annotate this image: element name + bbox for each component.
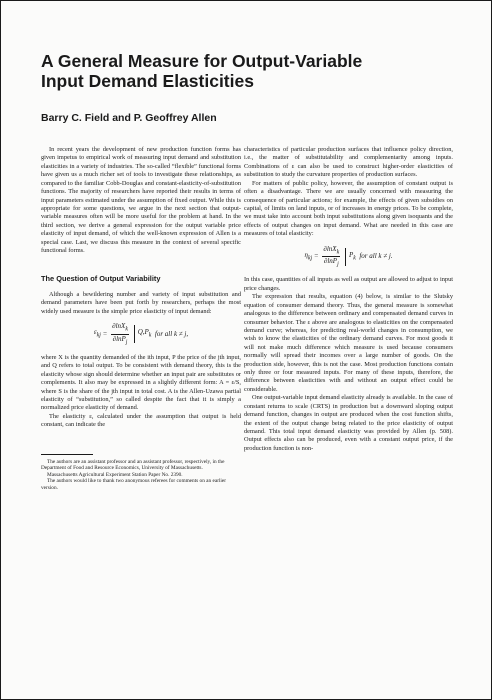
eq-bar bbox=[345, 248, 346, 266]
eq-bar bbox=[134, 325, 135, 343]
paragraph: The expression that results, equation (4) below, is similar to the Slutsky equation of consumer demand theory. Thus, the general measure is somewhat analogous to the difference between ordinary and compensated demand curves in consumer behavior. The ε above are analogous to elasticities on the compensated demand curve; whereas, for predicting real-world changes in consumption, we wish to know the elasticities of the ordinary demand curves. For most goods it will not make much difference which measure is used because consumers normally will spread their incomes over a large number of goods. On the production side, however, this is not the case. Most production functions contain only three or four measured inputs. For many of these inputs, therefore, the difference between elasticities with and without an output effect could be considerable. bbox=[244, 293, 453, 393]
paragraph: For matters of public policy, however, the assumption of constant output is often a disadvantage. There we are usually concerned with measuring the consequence of particular actions; for example, the effects of given subsidies on capital, of limits on land inputs, or of increases in energy prices. To be complete, we must take into account both input substitutions along given isoquants and the effects of output changes on input demand. What are needed in this case are measures of total elasticity: bbox=[244, 179, 453, 238]
paragraph: The elasticity ε, calculated under the assumption that output is held constant, can indicate the bbox=[41, 412, 241, 429]
paper-title bbox=[41, 51, 461, 91]
paragraph: In this case, quantities of all inputs as well as output are allowed to adjust to input price changes. bbox=[244, 276, 453, 292]
footnote: The authors are an assistant professor and an assistant professor, respectively, in the Department of Food and Resource Economics, University of Massachusetts. bbox=[41, 458, 225, 472]
equation-2: $\eta_{kj}$ = $\frac{\partial\ln X_k}{\partial\ln P_j}$ $P_k$ for all k ≠ j. bbox=[304, 244, 393, 268]
paragraph: Although a bewildering number and variety of input substitution and demand parameters have been put forth by researchers, perhaps the most widely used measure is the simple price elasticity of input demand: bbox=[41, 290, 241, 315]
paragraph: One output-variable input demand elasticity already is available. In the case of constant returns to scale (CRTS) in production but a downward sloping output demand function, changes in output are produced when the cost function shifts, the extent of the output change being related to the price elasticity of output demand. This total input demand elasticity was provided by Allen (p. 508). Output effects also can be produced, even with a constant output price, if the production function is non- bbox=[244, 394, 453, 452]
title-line-2: Input Demand Elasticities bbox=[41, 71, 254, 91]
eq-rhs: $Q,P_k$ bbox=[137, 328, 152, 339]
equation-1: $\varepsilon_{kj}$ = $\frac{\partial\ln X_k}{\partial\ln P_j}$ $Q,P_k$ for all k ≠ j, bbox=[93, 322, 189, 345]
paragraph: characteristics of particular production surfaces that influence policy direction, i.e., the matter of substitutability and complementarity among inputs. Combinations of ε can also be used to construct higher-order elasticities of substitution to study the curvature properties of production surfaces. bbox=[244, 146, 453, 179]
eq-lhs: $\varepsilon_{kj}$ bbox=[93, 328, 101, 339]
section-heading: The Question of Output Variability bbox=[41, 274, 161, 284]
eq-condition: for all k ≠ j, bbox=[154, 329, 189, 338]
eq-condition: for all k ≠ j. bbox=[359, 252, 393, 261]
footnotes bbox=[41, 459, 241, 492]
paragraph: where X is the quantity demanded of the ith input, P the price of the jth input, and Q refers to total output. To be consistent with demand theory, this is the elasticity whose sign should determine whether an input pair are substitutes or complements. It also may be expressed in a slightly different form: A = ε/S, where S is the share of the jth input in total cost. A is the Allen-Uzawa partial elasticity of “substitution,” so called despite the fact that it is simply a normalized price elasticity of demand. bbox=[41, 353, 241, 412]
left-column bbox=[41, 146, 241, 491]
footnote: Massachusetts Agricultural Experiment Station Paper No. 2390. bbox=[47, 471, 183, 478]
intro-paragraph: In recent years the development of new production function forms has given impetus to empirical work of measuring input demand and substitution elasticities in a variety of industries. The so-called “flexible” functional forms have given us a much richer set of tools to investigate these relationships, as compared to the familiar Cobb-Douglas and constant-elasticity-of-substitution functions. The majority of researchers have reported their results in terms of input parameters estimated under the assumption of fixed output. While this is appropriate for some questions, we argue in the next section that output-variable measures often will be more useful for the problem at hand. In the third section, we derive a general expression for the output variable price elasticity of input demand, of which the well-known expression of Allen is a special case. Last, we discuss this measure in the context of several specific functional forms. bbox=[41, 146, 241, 255]
authors: Barry C. Field and P. Geoffrey Allen bbox=[41, 112, 217, 124]
eq-fraction: $\frac{\partial\ln X_k}{\partial\ln P_j}$ bbox=[323, 244, 340, 268]
eq-fraction: $\frac{\partial\ln X_k}{\partial\ln P_j}$ bbox=[112, 322, 128, 345]
eq-rhs: $P_k$ bbox=[348, 250, 356, 262]
eq-lhs: $\eta_{kj}$ bbox=[304, 250, 313, 262]
title-line-1: A General Measure for Output-Variable bbox=[41, 51, 363, 71]
footnote-divider bbox=[41, 454, 93, 455]
footnote: The authors would like to thank two anonymous referees for comments on an earlier version. bbox=[41, 478, 227, 491]
right-column bbox=[244, 146, 453, 453]
